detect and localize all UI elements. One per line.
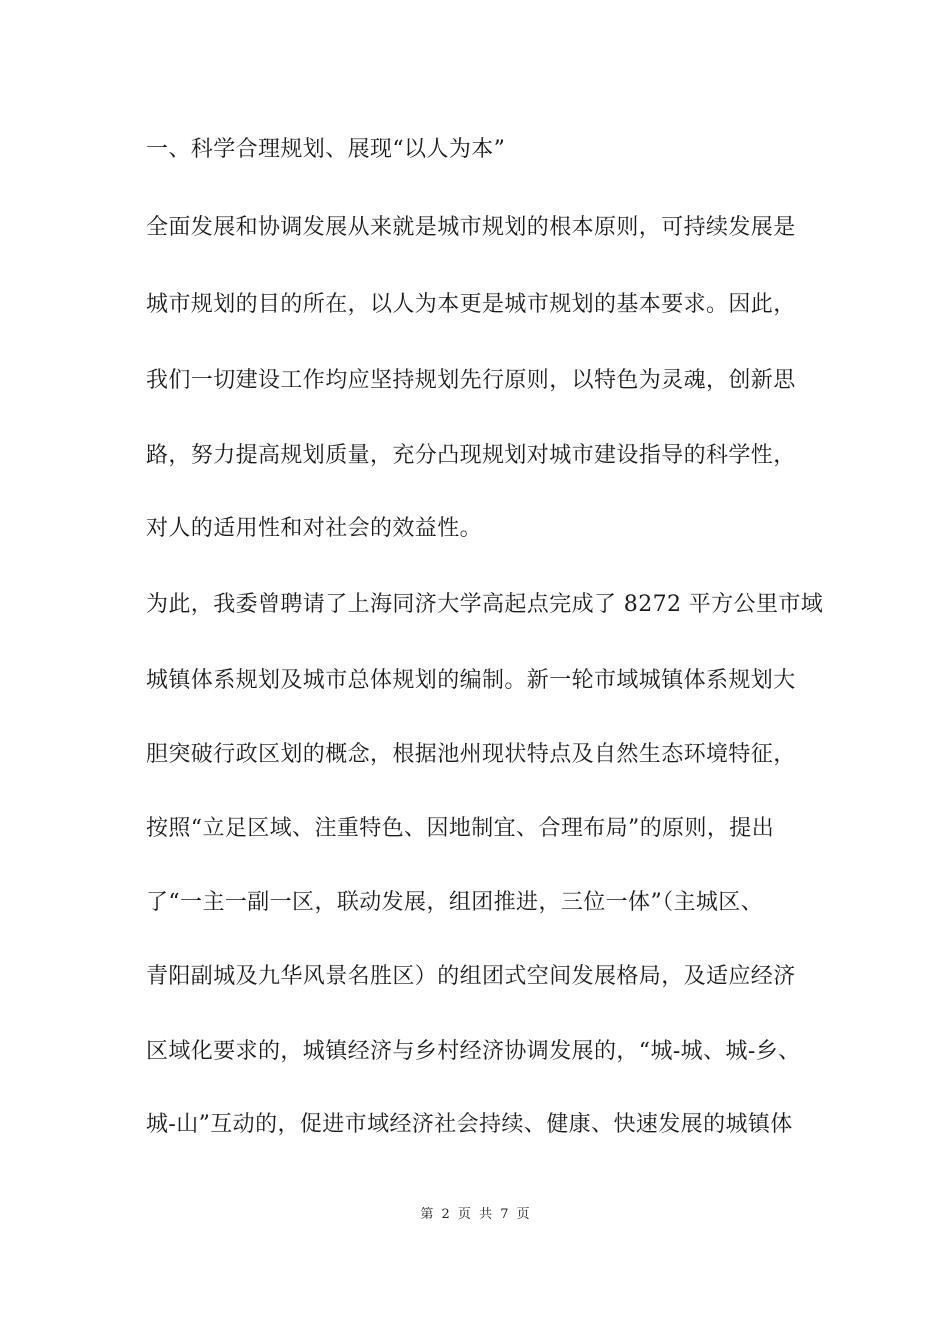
paragraph-line: 城镇体系规划及城市总体规划的编制。新一轮市域城镇体系规划大 [146,668,796,693]
paragraph-line: 为此，我委曾聘请了上海同济大学高起点完成了 8272 平方公里市域 [146,592,824,617]
total-pages-number: 7 [500,1207,509,1222]
paragraph-line: 全面发展和协调发展从来就是城市规划的根本原则，可持续发展是 [146,215,796,240]
footer-prefix: 第 [420,1207,434,1222]
footer-suffix: 页 [516,1207,530,1222]
paragraph-line: 胆突破行政区划的概念，根据池州现状特点及自然生态环境特征， [146,742,796,767]
current-page-number: 2 [441,1207,450,1222]
section-heading: 一、科学合理规划、展现“以人为本” [146,137,506,162]
paragraph-line: 城市规划的目的所在，以人为本更是城市规划的基本要求。因此， [146,292,796,317]
paragraph-line: 区域化要求的，城镇经济与乡村经济协调发展的，“城-城、城-乡、 [146,1039,801,1064]
paragraph-line: 了“一主一副一区，联动发展，组团推进，三位一体”（主城区、 [146,890,764,915]
paragraph-line: 按照“立足区域、注重特色、因地制宜、合理布局”的原则，提出 [146,816,775,841]
paragraph-line: 城-山”互动的，促进市域经济社会持续、健康、快速发展的城镇体 [146,1112,793,1137]
paragraph-line: 对人的适用性和对社会的效益性。 [146,516,483,541]
footer-total-word: 共 [479,1207,493,1222]
page-footer [0,1206,950,1224]
paragraph-line: 路，努力提高规划质量，充分凸现规划对城市建设指导的科学性， [146,443,796,468]
paragraph-line: 青阳副城及九华风景名胜区）的组团式空间发展格局，及适应经济 [146,964,796,989]
paragraph-line: 我们一切建设工作均应坚持规划先行原则，以特色为灵魂，创新思 [146,368,796,393]
footer-page-word: 页 [457,1207,471,1222]
